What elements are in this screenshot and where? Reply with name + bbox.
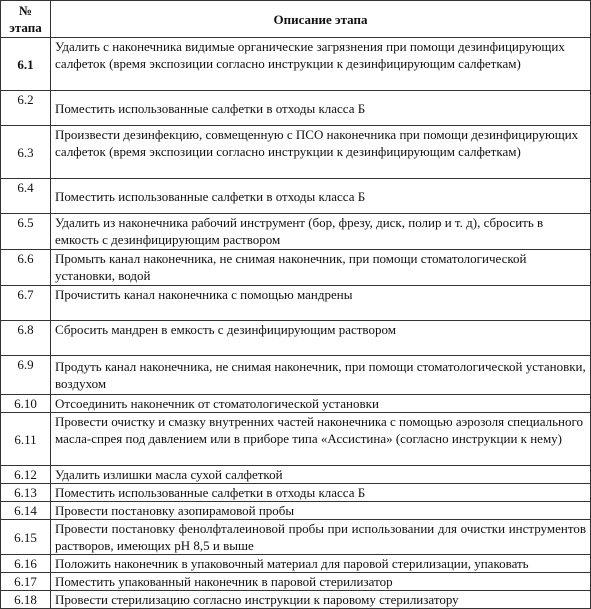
table-row [1, 286, 591, 321]
step-description: Промыть канал наконечника, не снимая наконечник, при помощи стоматологической установки, водой [51, 250, 591, 286]
step-description: Удалить с наконечника видимые органические загрязнения при помощи дезинфицирующих салфеток (время экспозиции согласно инструкции к дезинфицирующим салфеткам) [51, 38, 591, 91]
table-row [1, 250, 591, 286]
table-row [1, 520, 591, 555]
step-number: 6.6 [1, 250, 51, 286]
table-row [1, 321, 591, 356]
step-number: 6.14 [1, 502, 51, 520]
step-number: 6.18 [1, 591, 51, 609]
table-row [1, 555, 591, 573]
step-number: 6.11 [1, 413, 51, 466]
step-description: Поместить использованные салфетки в отходы класса Б [51, 484, 591, 502]
step-number: 6.17 [1, 573, 51, 591]
table-row [1, 573, 591, 591]
step-description: Провести очистку и смазку внутренних частей наконечника с помощью аэрозоля специального масла-спрея под давлением или в приборе типа «Ассистина» (согласно инструкции к нему) [51, 413, 591, 466]
step-description: Удалить из наконечника рабочий инструмент (бор, фрезу, диск, полир и т. д), сбросить в емкость с дезинфицирующим раствором [51, 214, 591, 250]
table-row [1, 91, 591, 126]
step-description: Прочистить канал наконечника с помощью мандрены [51, 286, 591, 321]
step-number: 6.7 [1, 286, 51, 321]
step-number: 6.10 [1, 395, 51, 413]
step-description: Сбросить мандрен в емкость с дезинфицирующим раствором [51, 321, 591, 356]
step-description: Отсоединить наконечник от стоматологической установки [51, 395, 591, 413]
column-header-step-number: № этапа [1, 1, 51, 38]
step-number: 6.3 [1, 126, 51, 179]
step-description: Провести постановку азопирамовой пробы [51, 502, 591, 520]
table-row [1, 466, 591, 484]
table-row [1, 179, 591, 214]
step-number: 6.4 [1, 179, 51, 214]
table-row [1, 356, 591, 395]
step-description: Поместить использованные салфетки в отходы класса Б [51, 179, 591, 214]
step-number: 6.12 [1, 466, 51, 484]
step-description: Поместить использованные салфетки в отходы класса Б [51, 91, 591, 126]
table-row [1, 502, 591, 520]
table-row [1, 214, 591, 250]
step-number: 6.16 [1, 555, 51, 573]
step-description: Произвести дезинфекцию, совмещенную с ПСО наконечника при помощи дезинфицирующих салфеток (время экспозиции согласно инструкции к дезинфицирующим салфеткам) [51, 126, 591, 179]
table-header-row [1, 1, 591, 38]
table-row [1, 484, 591, 502]
step-description: Продуть канал наконечника, не снимая наконечник, при помощи стоматологической установки, воздухом [51, 356, 591, 395]
step-number: 6.15 [1, 520, 51, 555]
table-row [1, 395, 591, 413]
table-row [1, 126, 591, 179]
step-description: Положить наконечник в упаковочный материал для паровой стерилизации, упаковать [51, 555, 591, 573]
step-description: Провести стерилизацию согласно инструкции к паровому стерилизатору [51, 591, 591, 609]
step-number: 6.5 [1, 214, 51, 250]
column-header-step-description: Описание этапа [51, 1, 591, 38]
step-number: 6.13 [1, 484, 51, 502]
table-row [1, 413, 591, 466]
step-number: 6.9 [1, 356, 51, 395]
step-number: 6.8 [1, 321, 51, 356]
step-number: 6.2 [1, 91, 51, 126]
table-row [1, 38, 591, 91]
step-description: Провести постановку фенолфталеиновой пробы при использовании для очистки инструментов растворов, имеющих pH 8,5 и выше [51, 520, 591, 555]
step-description: Поместить упакованный наконечник в паровой стерилизатор [51, 573, 591, 591]
step-number: 6.1 [1, 38, 51, 91]
step-description: Удалить излишки масла сухой салфеткой [51, 466, 591, 484]
